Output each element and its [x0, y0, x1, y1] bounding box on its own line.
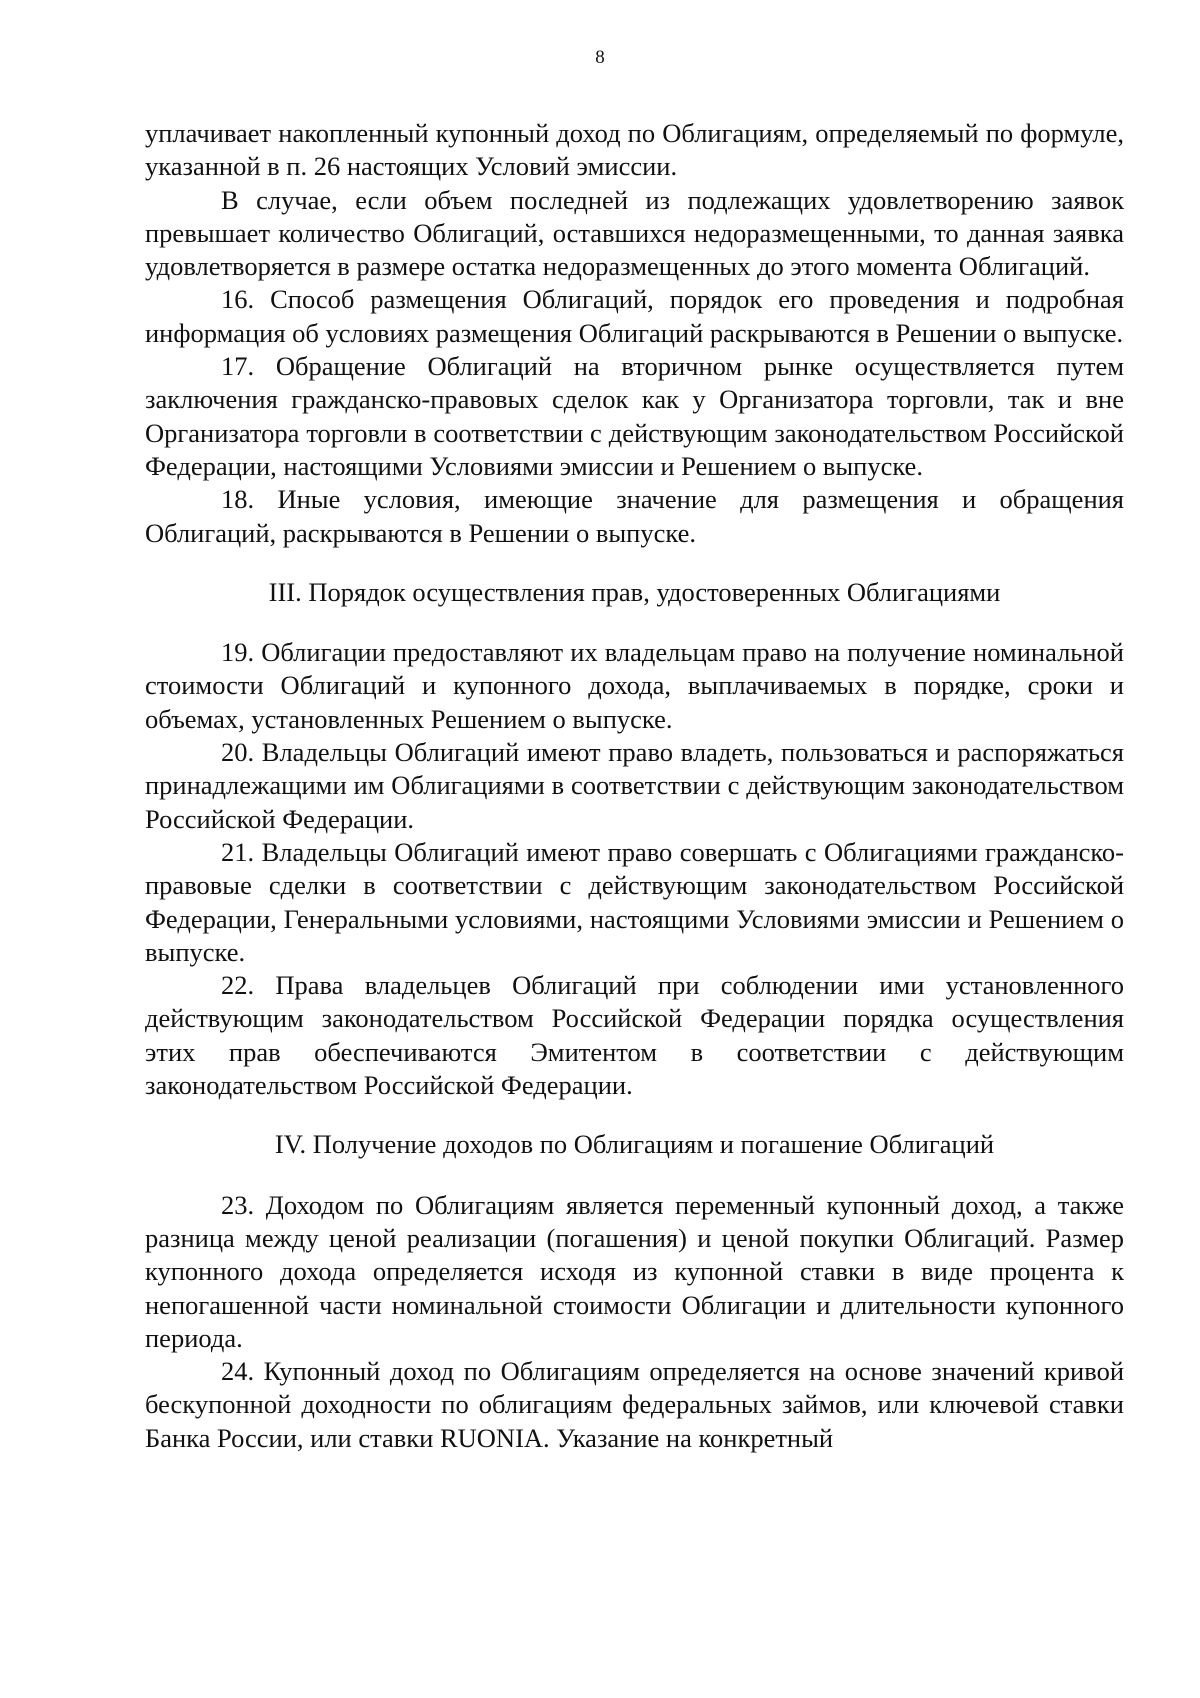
paragraph-20: 20. Владельцы Облигаций имеют право владеть, пользоваться и распоряжаться принадлежащими им Облигациями в соответствии с действующим законодательством Российской Федерации. — [145, 737, 1124, 834]
document-body — [145, 117, 1124, 1455]
paragraph-17: 17. Обращение Облигаций на вторичном рынке осуществляется путем заключения гражданско-правовых сделок как у Организатора торговли, так и вне Организатора торговли в соответствии с действующим законодательством Российской Федерации, настоящими Условиями эмиссии и Решением о выпуске. — [145, 351, 1124, 481]
section-heading-iv: IV. Получение доходов по Облигациям и погашение Облигаций — [274, 1129, 995, 1160]
paragraph-21: 21. Владельцы Облигаций имеют право совершать с Облигациями гражданско-правовые сделки в соответствии с действующим законодательством Российской Федерации, Генеральными условиями, настоящими Условиями эмиссии и Решением о выпуске. — [145, 836, 1124, 967]
paragraph-18: 18. Иные условия, имеющие значение для размещения и обращения Облигаций, раскрываются в Решении о выпуске. — [145, 484, 1124, 548]
page-number: 8 — [595, 47, 605, 68]
paragraph-24: 24. Купонный доход по Облигациям определяется на основе значений кривой бескупонной доходности по облигациям федеральных займов, или ключевой ставки Банка России, или ставки RUONIA. Указание на конкретный — [145, 1356, 1124, 1453]
paragraph-continuation: уплачивает накопленный купонный доход по Облигациям, определяемый по формуле, указанной в п. 26 настоящих Условий эмиссии. — [145, 118, 1124, 182]
paragraph-16: 16. Способ размещения Облигаций, порядок его проведения и подробная информация об условиях размещения Облигаций раскрываются в Решении о выпуске. — [145, 284, 1124, 348]
section-heading-iii: III. Порядок осуществления прав, удостоверенных Облигациями — [268, 576, 1001, 607]
paragraph-22: 22. Права владельцев Облигаций при соблюдении ими установленного действующим законодательством Российской Федерации порядка осуществления этих прав обеспечиваются Эмитентом в соответствии с действующим законодательством Российской Федерации. — [145, 970, 1124, 1101]
paragraph-19: 19. Облигации предоставляют их владельцам право на получение номинальной стоимости Облигаций и купонного дохода, выплачиваемых в порядке, сроки и объемах, установленных Решением о выпуске. — [145, 637, 1124, 734]
paragraph-23: 23. Доходом по Облигациям является переменный купонный доход, а также разница между ценой реализации (погашения) и ценой покупки Облигаций. Размер купонного дохода определяется исходя из купонной ставки в виде процента к непогашенной части номинальной стоимости Облигации и длительности купонного периода. — [145, 1189, 1124, 1353]
paragraph-partial-application: В случае, если объем последней из подлежащих удовлетворению заявок превышает количество Облигаций, оставшихся недоразмещенными, то данная заявка удовлетворяется в размере остатка недоразмещенных до этого момента Облигаций. — [145, 184, 1124, 282]
